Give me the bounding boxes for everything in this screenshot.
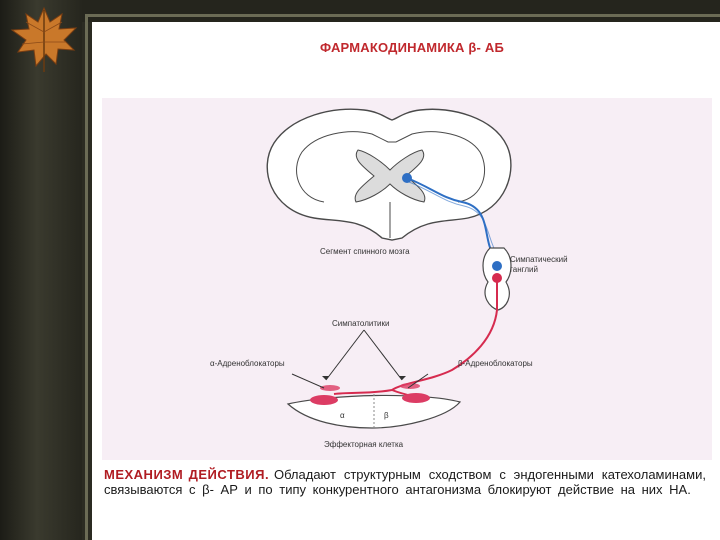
ganglion-label-line1: Симпатический	[510, 255, 568, 264]
diagram-panel	[102, 98, 712, 460]
frame-line-vertical	[85, 14, 88, 540]
beta-blockers-label: β-Адреноблокаторы	[458, 359, 533, 368]
alpha-blockers-label: α-Адреноблокаторы	[210, 359, 285, 368]
slide-title: ФАРМАКОДИНАМИКА β- АБ	[319, 40, 505, 55]
alpha-receptor	[310, 395, 338, 405]
frame-line-horizontal	[85, 14, 720, 17]
beta-receptor	[402, 393, 430, 403]
mechanism-description	[104, 468, 706, 497]
top-decorative-band	[82, 0, 720, 22]
beta-receptor-label: β	[384, 411, 389, 420]
alpha-receptor-label: α	[340, 411, 345, 420]
effector-cell-label: Эффекторная клетка	[324, 440, 404, 449]
mechanism-paragraph: Обладают структурным сходством с эндогенными катехоламинами, связываются с β- АР и по типу конкурентного антагонизма блокируют действие на них НА.	[104, 467, 706, 497]
mechanism-heading: МЕХАНИЗМ ДЕЙСТВИЯ.	[104, 467, 270, 482]
autumn-leaf-icon	[4, 2, 84, 74]
slide	[92, 22, 720, 540]
sympatholytics-label: Симпатолитики	[332, 319, 390, 328]
ganglion-label-line2: ганглий	[510, 265, 538, 274]
left-decorative-band	[0, 0, 82, 540]
postganglionic-fiber	[392, 282, 497, 390]
spinal-segment-label: Сегмент спинного мозга	[320, 247, 410, 256]
pharmacodynamics-diagram	[102, 98, 712, 460]
